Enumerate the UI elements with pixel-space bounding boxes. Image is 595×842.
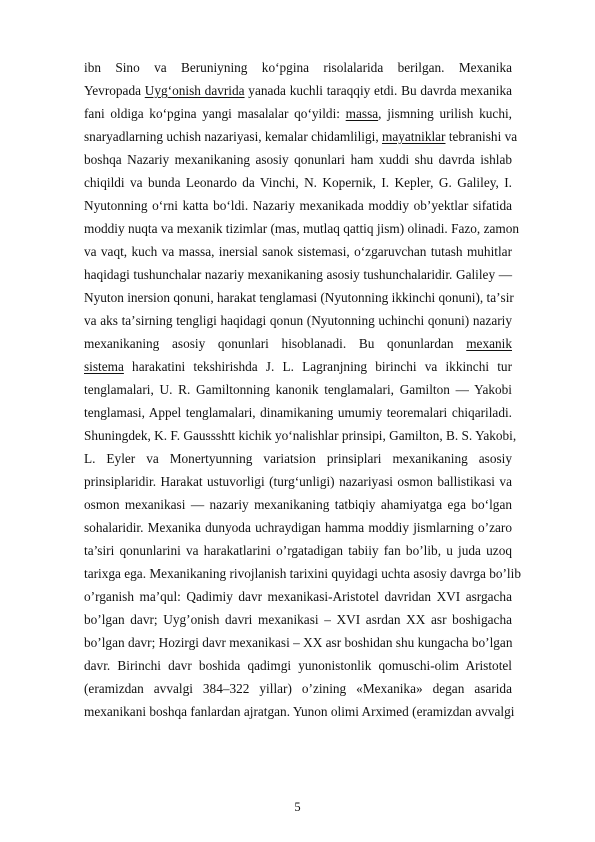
text-line [84,240,512,263]
text-segment: Nyutonning oʻrni katta boʻldi. Nazariy mexanikada moddiy obʼyektlar sifatida [84,198,512,213]
text-segment: sohalaridir. Mexanika dunyoda uchraydigan hamma moddiy jismlarning o’zaro [84,520,512,535]
text-line [84,516,512,539]
hyperlink[interactable]: Uygʻonish davrida [144,83,245,98]
text-segment: Shuningdek, K. F. Gaussshtt kichik yoʻnalishlar prinsipi, Gamilton, B. S. Yakobi, [84,428,517,443]
text-segment: moddiy nuqta va mexanik tizimlar (mas, mutlaq qattiq jism) olinadi. Fazo, zamon [84,221,520,236]
text-line [84,631,512,654]
text-segment: va aks taʼsirning tengligi haqidagi qonun (Nyutonning uchinchi qonuni) nazariy [84,313,512,328]
text-segment: L. Eyler va Monertyunning variatsion prinsiplari mexanikaning asosiy [84,451,512,466]
hyperlink[interactable]: mexanik [466,336,512,351]
text-segment: yanada kuchli taraqqiy etdi. Bu davrda mexanika [244,83,512,98]
text-line [84,378,512,401]
text-line [84,401,512,424]
text-line [84,585,512,608]
text-segment: Nyuton inersion qonuni, harakat tenglamasi (Nyutonning ikkinchi qonuni), taʼsir [84,290,514,305]
text-line [84,447,512,470]
text-segment: davr. Birinchi davr boshida qadimgi yunonistonlik qomuschi-olim Aristotel [84,658,512,673]
text-line [84,700,515,723]
text-line [84,332,512,355]
text-line [84,677,512,700]
text-segment: tenglamalari, U. R. Gamiltonning kanonik tenglamalari, Gamilton — Yakobi [84,382,512,397]
text-segment: bo’lgan davr; Hozirgi davr mexanikasi – XX asr boshidan shu kungacha bo’lgan [84,635,513,650]
hyperlink[interactable]: sistema [84,359,124,374]
text-segment: tebranishi va [445,129,518,144]
text-segment: mexanikaning asosiy qonunlari hisoblanadi. Bu qonunlardan [84,336,467,351]
text-line [84,171,512,194]
text-line [84,654,512,677]
text-segment: mexanikani boshqa fanlardan ajratgan. Yunon olimi Arximed (eramizdan avvalgi [84,704,515,719]
text-segment: Yevropada [84,83,145,98]
text-segment: boshqa Nazariy mexanikaning asosiy qonunlari ham xuddi shu davrda ishlab [84,152,512,167]
text-line [84,470,512,493]
text-segment: harakatini tekshirishda J. L. Lagranjning birinchi va ikkinchi tur [123,359,512,374]
text-line [84,424,517,447]
hyperlink[interactable]: massa [345,106,379,121]
text-line [84,194,512,217]
text-line [84,355,512,378]
text-segment: osmon mexanikasi — nazariy mexanikaning tatbiqiy ahamiyatga ega boʻlgan [84,497,512,512]
text-line [84,608,512,631]
text-line [84,539,512,562]
text-segment: snaryadlarning uchish nazariyasi, kemalar chidamliligi, [84,129,382,144]
text-segment: (eramizdan avvalgi 384–322 yillar) o’zining «Mexanika» degan asarida [84,681,512,696]
text-line [84,56,512,79]
text-segment: ta’siri qonunlarini va harakatlarini o’rgatadigan tabiiy fan bo’lib, u juda uzoq [84,543,512,558]
hyperlink[interactable]: mayatniklar [381,129,446,144]
text-segment: chiqildi va bunda Leonardo da Vinchi, N. Kopernik, I. Kepler, G. Galiley, I. [84,175,512,190]
text-line [84,102,512,125]
text-segment: bo’lgan davr; Uyg’onish davri mexanikasi – XVI asrdan XX asr boshigacha [84,612,512,627]
text-line [84,493,512,516]
body-text [84,56,521,723]
text-line [84,263,512,286]
text-segment: va vaqt, kuch va massa, inersial sanok sistemasi, oʻzgaruvchan tutash muhitlar [84,244,512,259]
text-segment: prinsiplaridir. Harakat ustuvorligi (turgʻunligi) nazariyasi osmon ballistikasi va [84,474,512,489]
text-line [84,217,520,240]
text-line [84,125,518,148]
text-segment: fani oldiga koʻpgina yangi masalalar qoʻyildi: [84,106,346,121]
text-line [84,79,512,102]
text-segment: o’rganish ma’qul: Qadimiy davr mexanikasi-Aristotel davridan XVI asrgacha [84,589,512,604]
text-segment: haqidagi tushunchalar nazariy mexanikaning asosiy tushunchalaridir. Galiley — [84,267,512,282]
text-line [84,562,521,585]
text-segment: tenglamasi, Appel tenglamalari, dinamikaning umumiy teoremalari chiqariladi. [84,405,512,420]
text-segment: , jismning urilish kuchi, [378,106,512,121]
text-segment: tarixga ega. Mexanikaning rivojlanish tarixini quyidagi uchta asosiy davrga bo’lib [84,566,521,581]
text-line [84,286,512,309]
text-segment: ibn Sino va Beruniyning koʻpgina risolalarida berilgan. Mexanika [84,60,512,75]
page-number: 5 [294,800,301,814]
text-line [84,148,512,171]
text-line [84,309,512,332]
